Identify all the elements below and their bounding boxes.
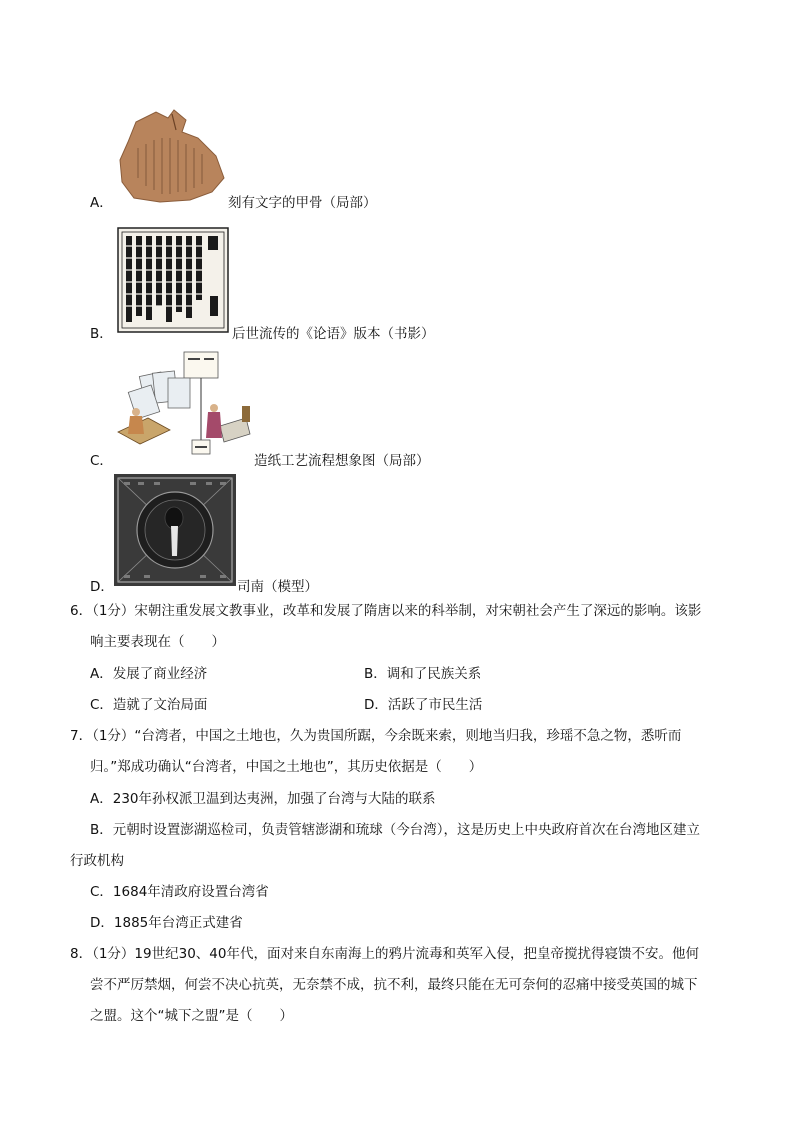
option-a-caption: 刻有文字的甲骨（局部） xyxy=(228,195,377,211)
q6-option-d: D．活跃了市民生活 xyxy=(364,697,483,713)
option-a-letter: A． xyxy=(90,195,113,211)
papermaking-image xyxy=(114,348,254,464)
q7-option-b-line2: 行政机构 xyxy=(70,853,124,869)
option-d-letter: D． xyxy=(90,579,114,595)
q7-stem-line2: 归。”郑成功确认“台湾者，中国之土地也”，其历史依据是（ ） xyxy=(90,759,483,775)
sinan-model-image xyxy=(114,474,236,586)
option-d-caption: 司南（模型） xyxy=(237,579,318,595)
oracle-bone-image xyxy=(116,108,228,204)
book-page-icon xyxy=(116,226,230,334)
option-c-letter: C． xyxy=(90,453,113,469)
analects-book-image xyxy=(116,226,230,334)
q6-option-b: B．调和了民族关系 xyxy=(364,666,482,682)
q7-stem-line1: 7．（1分）“台湾者，中国之土地也，久为贵国所踞，今余既来索，则地当归我，珍瑶不急之物，悉听而 xyxy=(70,728,682,744)
q7-option-a: A．230年孙权派卫温到达夷洲，加强了台湾与大陆的联系 xyxy=(90,791,436,807)
oracle-bone-icon xyxy=(116,108,228,204)
option-b-letter: B． xyxy=(90,326,113,342)
q6-stem-line1: 6．（1分）宋朝注重发展文教事业，改革和发展了隋唐以来的科举制，对宋朝社会产生了深远的影响。该影 xyxy=(70,603,702,619)
q6-option-c: C．造就了文治局面 xyxy=(90,697,208,713)
q7-option-c: C．1684年清政府设置台湾省 xyxy=(90,884,269,900)
papermaking-illustration-icon xyxy=(114,348,254,464)
q6-option-a: A．发展了商业经济 xyxy=(90,666,208,682)
q7-option-b-line1: B．元朝时设置澎湖巡检司，负责管辖澎湖和琉球（今台湾），这是历史上中央政府首次在台湾地区建立 xyxy=(90,822,701,838)
q6-stem-line2: 响主要表现在（ ） xyxy=(90,634,225,650)
q7-option-d: D．1885年台湾正式建省 xyxy=(90,915,243,931)
option-b-caption: 后世流传的《论语》版本（书影） xyxy=(232,326,435,342)
q8-stem-line3: 之盟。这个“城下之盟”是（ ） xyxy=(90,1008,293,1024)
option-c-caption: 造纸工艺流程想象图（局部） xyxy=(254,453,430,469)
sinan-compass-icon xyxy=(114,474,236,586)
q8-stem-line2: 尝不严厉禁烟，何尝不决心抗英，无奈禁不成，抗不利，最终只能在无可奈何的忍痛中接受英国的城下 xyxy=(90,977,698,993)
q8-stem-line1: 8．（1分）19世纪30、40年代，面对来自东南海上的鸦片流毒和英军入侵，把皇帝搅扰得寝馈不安。他何 xyxy=(70,946,699,962)
